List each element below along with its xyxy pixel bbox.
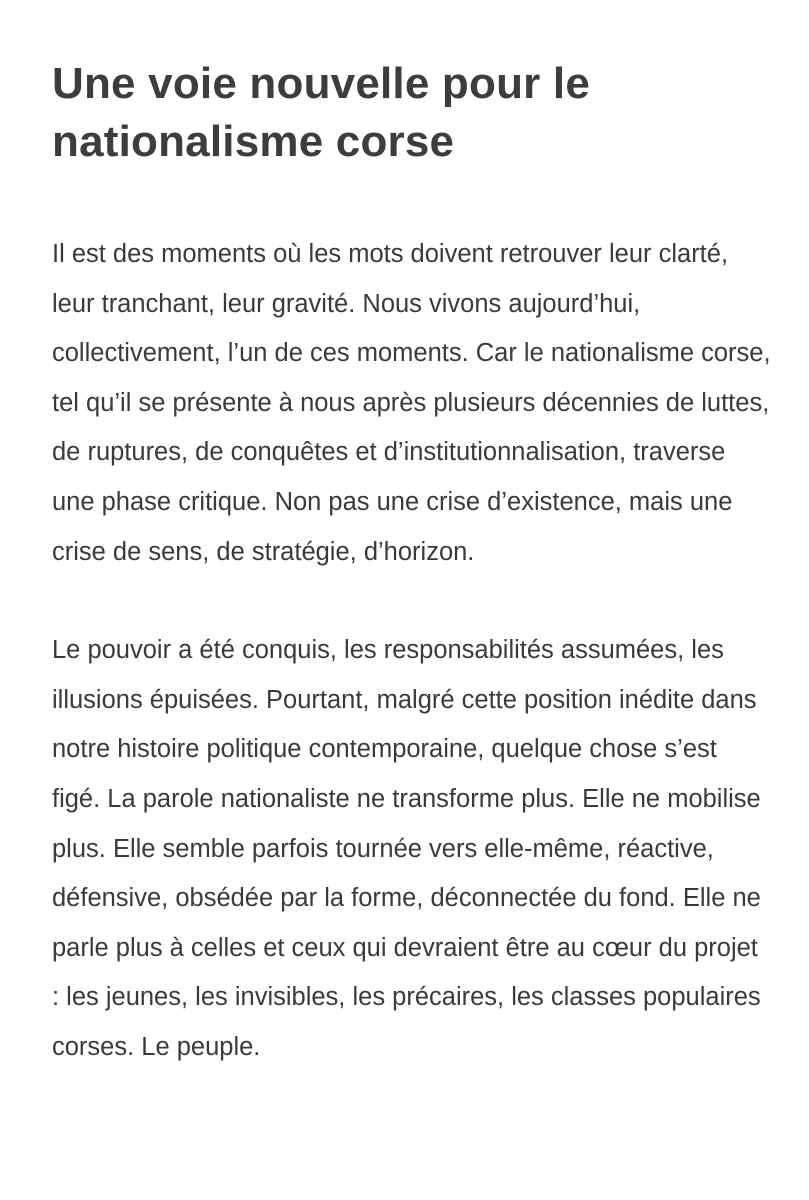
article — [52, 55, 772, 1073]
article-paragraph-1: Il est des moments où les mots doivent retrouver leur clarté, leur tranchant, leur gravité. Nous vivons aujourd’hui, collectivement, l’un de ces moments. Car le nationalisme corse, tel qu’il se présente à nous après plusieurs décennies de luttes, de ruptures, de conquêtes et d’institutionnalisation, traverse une phase critique. Non pas une crise d’existence, mais une crise de sens, de stratégie, d’horizon. — [52, 240, 771, 566]
article-title: Une voie nouvelle pour le nationalisme corse — [52, 59, 591, 166]
article-paragraph-2: Le pouvoir a été conquis, les responsabilités assumées, les illusions épuisées. Pourtant, malgré cette position inédite dans notre histoire politique contemporaine, quelque chose s’est figé. La parole nationaliste ne transforme plus. Elle ne mobilise plus. Elle semble parfois tournée vers elle-même, réactive, défensive, obsédée par la forme, déconnectée du fond. Elle ne parle plus à celles et ceux qui devraient être au cœur du projet : les jeunes, les invisibles, les précaires, les classes populaires corses. Le peuple. — [52, 636, 761, 1061]
